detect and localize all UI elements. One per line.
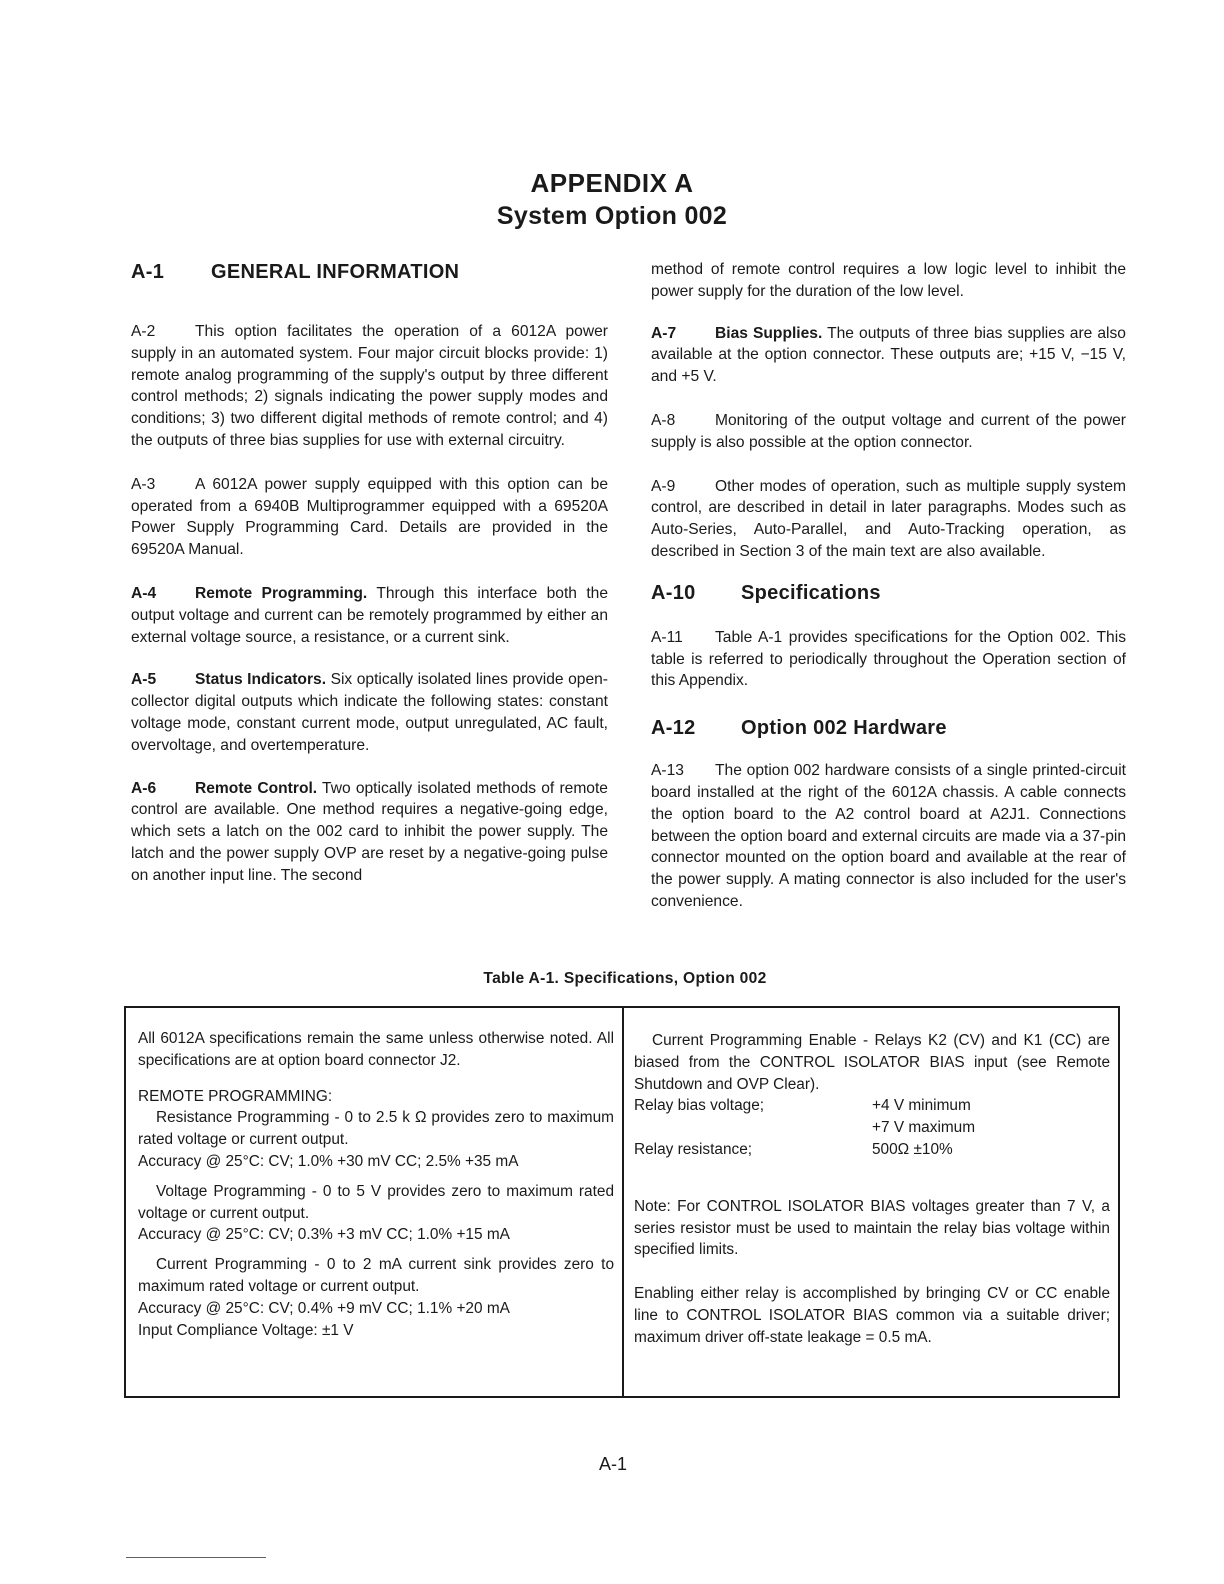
table-intro: All 6012A specifications remain the same unless otherwise noted. All specifications are at option board connector J2. [138, 1030, 614, 1069]
paragraph-a7 [651, 323, 1126, 388]
relay-resistance-label: Relay resistance; [634, 1140, 753, 1158]
paragraph-a13 [651, 760, 1126, 913]
resistance-accuracy: Accuracy @ 25°C: CV; 1.0% +30 mV CC; 2.5% +35 mA [138, 1152, 519, 1170]
section-number: A-10 [651, 581, 696, 604]
relay-bias-label: Relay bias voltage; [634, 1097, 765, 1115]
table-column-divider [622, 1008, 624, 1396]
section-heading-a10 [651, 579, 1126, 607]
voltage-accuracy: Accuracy @ 25°C: CV; 0.3% +3 mV CC; 1.0% +15 mA [138, 1226, 510, 1244]
paragraph-continuation: method of remote control requires a low logic level to inhibit the power supply for the duration of the low level. [651, 261, 1126, 300]
paragraph-number: A-7 [651, 324, 677, 342]
paragraph-a8 [651, 410, 1126, 454]
paragraph-number: A-8 [651, 411, 676, 429]
section-title: GENERAL INFORMATION [211, 261, 460, 283]
paragraph-text: The outputs of three bias supplies are also available at the option connector. These outputs are; +15 V, −15 V, and +5 V. [651, 324, 1126, 386]
paragraph-text: Monitoring of the output voltage and current of the power supply is also possible at the option connector. [651, 411, 1126, 451]
section-heading-a1 [131, 258, 608, 286]
paragraph-run-in-heading: Status Indicators. [195, 671, 327, 689]
paragraph-a6 [131, 778, 608, 887]
paragraph-text: Two optically isolated methods of remote control are available. One method requires a negative-going edge, which sets a latch on the 002 card to inhibit the power supply. The latch and the power supply OVP are reset by a negative-going pulse on another input line. The second [131, 779, 608, 884]
paragraph-a9 [651, 476, 1126, 563]
relay-bias-row [634, 1095, 1110, 1117]
section-title: Specifications [741, 581, 881, 604]
paragraph-a4 [131, 583, 608, 648]
footer-rule [126, 1557, 266, 1558]
enabling-relay-text: Enabling either relay is accomplished by bringing CV or CC enable line to CONTROL ISOLATOR BIAS common via a suitable driver; maximum driver off-state leakage = 0.5 mA. [634, 1285, 1110, 1346]
paragraph-run-in-heading: Remote Programming. [195, 584, 368, 602]
section-title: Option 002 Hardware [741, 717, 947, 740]
paragraph-run-in-heading: Remote Control. [195, 779, 318, 797]
paragraph-number: A-2 [131, 323, 156, 340]
paragraph-number: A-4 [131, 584, 157, 602]
current-accuracy: Accuracy @ 25°C: CV; 0.4% +9 mV CC; 1.1% +20 mA [138, 1299, 510, 1317]
paragraph-number: A-9 [651, 477, 676, 495]
left-column [131, 258, 608, 887]
table-cell-left [138, 1028, 614, 1341]
section-number: A-1 [131, 261, 165, 283]
current-programming: Current Programming - 0 to 2 mA current sink provides zero to maximum rated voltage or current output. [138, 1256, 614, 1295]
right-column [651, 259, 1126, 913]
voltage-programming: Voltage Programming - 0 to 5 V provides zero to maximum rated voltage or current output. [138, 1182, 614, 1222]
current-programming-enable: Current Programming Enable - Relays K2 (CV) and K1 (CC) are biased from the CONTROL ISOLATOR BIAS input (see Remote Shutdown and OVP Clear). [634, 1032, 1110, 1093]
section-heading-a12 [651, 714, 1126, 742]
input-compliance: Input Compliance Voltage: ±1 V [138, 1321, 354, 1339]
paragraph-a2 [131, 321, 608, 452]
relay-resistance-value: 500Ω ±10% [872, 1140, 953, 1158]
paragraph-text: Through this interface both the output voltage and current can be remotely programmed by either an external voltage source, a resistance, or a current sink. [131, 584, 608, 646]
page-number: A-1 [598, 1454, 627, 1474]
paragraph-text: Other modes of operation, such as multiple supply system control, are described in detail in later paragraphs. Modes such as Auto-Series, Auto-Parallel, and Auto-Tracking operation, as described in Section 3 of the main text are also available. [651, 477, 1126, 560]
resistance-programming: Resistance Programming - 0 to 2.5 k Ω provides zero to maximum rated voltage or current output. [138, 1109, 614, 1149]
bias-note: Note: For CONTROL ISOLATOR BIAS voltages greater than 7 V, a series resistor must be used to maintain the relay bias voltage within specified limits. [634, 1197, 1110, 1259]
remote-programming-heading: REMOTE PROGRAMMING: [138, 1087, 333, 1105]
paragraph-a11 [651, 627, 1126, 692]
relay-bias-min: +4 V minimum [872, 1097, 971, 1115]
relay-resistance-row [634, 1139, 1110, 1161]
paragraph-run-in-heading: Bias Supplies. [715, 324, 823, 342]
paragraph-number: A-13 [651, 762, 684, 780]
paragraph-text: Six optically isolated lines provide open-collector digital outputs which indicate the following states: constant voltage mode, constant current mode, output unregulated, AC fault, overvoltage, and overtemperature. [131, 671, 608, 754]
paragraph-text: This option facilitates the operation of a 6012A power supply in an automated system. Four major circuit blocks provide: 1) remote analog programming of the supply's output by three different control methods; 2) signals indicating the power supply modes and conditions; 3) two different digital methods of remote control; and 4) the outputs of three bias supplies for use with external circuitry. [131, 323, 608, 449]
paragraph-number: A-3 [131, 475, 156, 493]
page-header [0, 166, 1224, 232]
paragraph-text: The option 002 hardware consists of a single printed-circuit board installed at the right of the 6012A chassis. A cable connects the option board to the A2 control board at A2J1. Connections between the option board and external circuits are made via a 37-pin connector mounted on the option board and available at the rear of the power supply. A mating connector is also included for the user's convenience. [651, 762, 1126, 910]
table-caption: Table A-1. Specifications, Option 002 [483, 970, 767, 987]
paragraph-number: A-11 [651, 628, 683, 646]
page-subtitle: System Option 002 [496, 202, 728, 230]
specifications-table [124, 1006, 1120, 1398]
page-title: APPENDIX A [530, 168, 694, 198]
section-number: A-12 [651, 717, 696, 740]
paragraph-text: Table A-1 provides specifications for the Option 002. This table is referred to periodically throughout the Operation section of this Appendix. [651, 628, 1126, 690]
paragraph-text: A 6012A power supply equipped with this option can be operated from a 6940B Multiprogrammer equipped with a 69520A Power Supply Programming Card. Details are provided in the 69520A Manual. [131, 475, 608, 559]
table-cell-right [634, 1030, 1110, 1349]
paragraph-a5 [131, 669, 608, 756]
relay-bias-row-max [634, 1117, 1110, 1139]
relay-bias-max: +7 V maximum [872, 1119, 976, 1137]
paragraph-number: A-5 [131, 671, 157, 689]
paragraph-number: A-6 [131, 779, 157, 797]
paragraph-a3 [131, 474, 608, 561]
